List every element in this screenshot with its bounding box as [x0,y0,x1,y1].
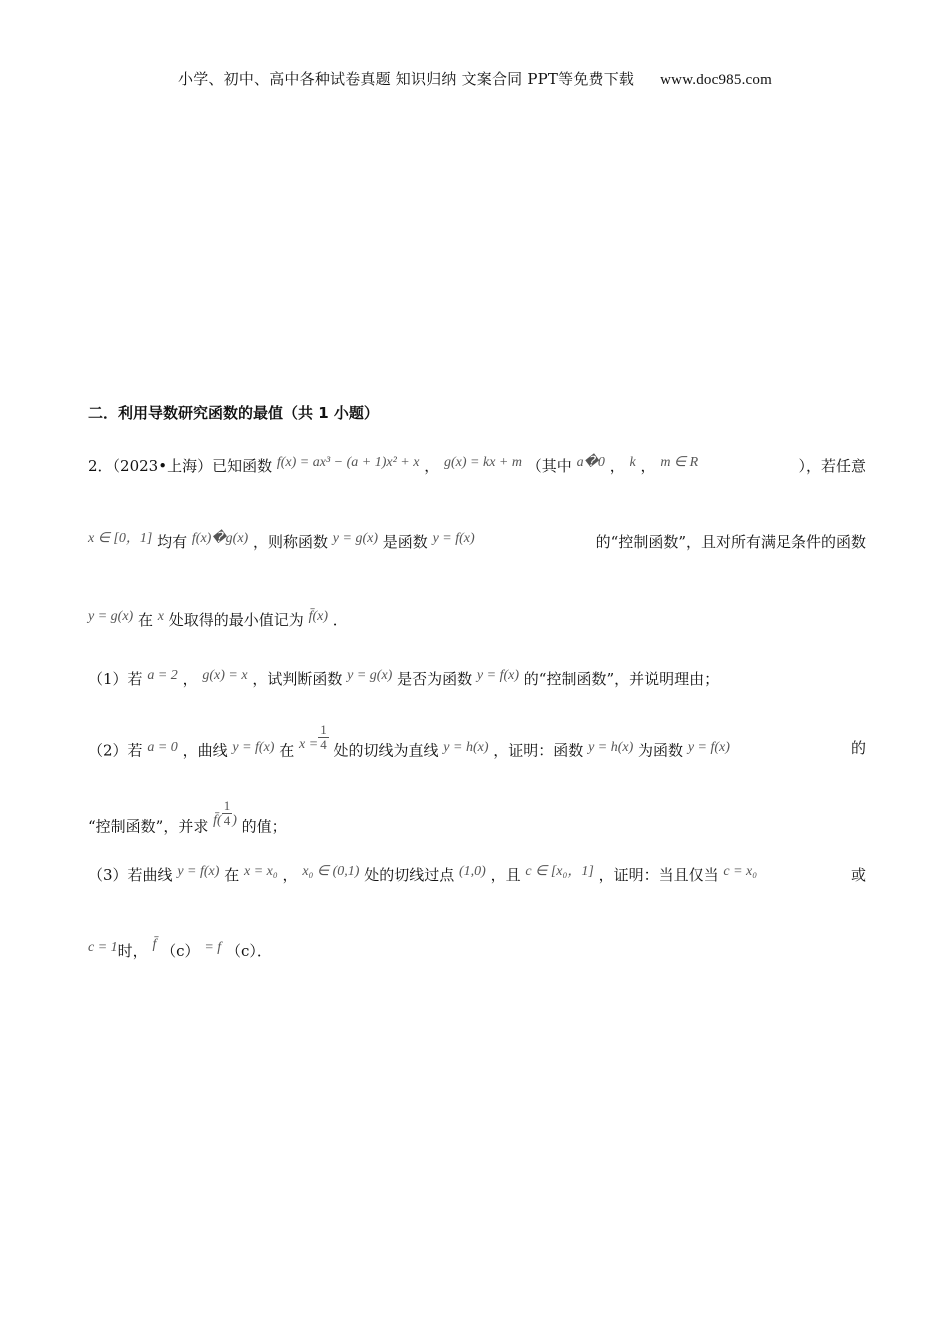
text: ， [282,866,298,884]
formula-h: y = h(x) [443,739,489,755]
problem-text [88,455,698,476]
formula-y-f: y = f(x) [177,864,220,879]
text: 或 [850,866,866,884]
text: 的值； [241,817,287,836]
text: 的 [850,739,866,757]
formula-h: y = h(x) [588,739,634,755]
text: ， [640,457,656,475]
formula-c-eq: c = x₀ [723,864,758,879]
text: ，证明：当且仅当 [598,866,719,884]
text: （c） [161,942,200,960]
text: （3）若曲线 [88,866,173,884]
formula-y-f: y = f(x) [432,531,475,546]
problem-text [88,864,757,885]
formula-fbar: f̄ [152,937,157,952]
text: 处取得的最小值记为 [168,611,304,629]
text: 为函数 [638,741,684,760]
text: 的“控制函数”，并说明理由； [523,670,720,688]
formula-f: f(x) = ax³ − (a + 1)x² + x [276,455,420,470]
text: （其中 [526,457,572,475]
problem-text [88,531,475,552]
text: （c）． [225,942,272,960]
text: ，证明：函数 [493,741,584,760]
formula-y-f: y = f(x) [232,739,275,755]
fraction [222,799,233,828]
text: 是函数 [382,533,428,551]
fraction [318,723,329,752]
part-3-continued [88,937,866,961]
formula-y-g: y = g(x) [347,668,393,683]
formula-y-g: y = g(x) [332,531,378,546]
part-2-continued [88,798,866,842]
text: 的“控制函数”，且对所有满足条件的函数 [595,533,866,551]
text: 处的切线为直线 [333,741,439,760]
formula-k: k [629,455,636,470]
part-3 [88,864,866,885]
text: ． [332,611,348,629]
formula-y-g: y = g(x) [88,609,134,624]
formula-fbar: f̄(x) [308,609,329,624]
text: ， [609,457,625,475]
text: ， [424,457,440,475]
formula-fbar: f̄( [213,812,222,828]
formula-x-eq: x = [299,736,319,752]
formula-g: g(x) = x [202,668,248,683]
formula-x0: x = x₀ [244,864,278,879]
problem-line-2 [88,531,866,552]
denominator: 4 [223,813,231,828]
part-2 [88,722,866,766]
formula-a-eq: a = 0 [147,739,178,755]
formula-g: g(x) = kx + m [444,455,522,470]
denominator: 4 [320,737,327,752]
text: ，且 [490,866,521,884]
part-1 [88,668,866,689]
page-header [0,68,950,89]
text: ，曲线 [182,741,228,760]
text: （1）若 [88,670,143,688]
formula-x0-in: x₀ ∈ (0,1) [302,864,360,879]
formula-point: (1,0) [459,864,486,879]
text: 2．（2023•上海）已知函数 [88,457,273,475]
text: 在 [224,866,240,884]
formula-y-f: y = f(x) [687,739,730,755]
header-text: 小学、初中、高中各种试卷真题 知识归纳 文案合同 PPT等免费下载 [178,70,635,88]
formula-y-f: y = f(x) [476,668,520,683]
problem-text [88,722,730,766]
text: ，试判断函数 [252,670,343,688]
text: 时， [117,942,148,960]
numerator: 1 [223,798,231,813]
formula-eq-f: = f [204,940,222,955]
section-title: 二．利用导数研究函数的最值（共 1 小题） [88,404,379,422]
text: （2）若 [88,741,143,760]
formula-a0: a�0 [576,455,605,470]
formula-domain: x ∈ [0，1] [88,531,153,546]
text: ），若任意 [798,457,866,475]
numerator: 1 [320,722,327,737]
formula-paren: ) [232,812,237,828]
formula-a-eq: a = 2 [147,668,178,683]
formula-m: m ∈ R [660,455,699,470]
problem-line-1 [88,455,866,476]
text: 处的切线过点 [364,866,455,884]
text: 是否为函数 [397,670,473,688]
text: 在 [279,741,295,760]
problem-line-3 [88,609,866,630]
header-site: www.doc985.com [660,72,772,88]
text: “控制函数”，并求 [88,817,209,836]
formula-c-in: c ∈ [x₀，1] [525,864,594,879]
text: ，则称函数 [253,533,329,551]
formula-c-eq: c = 1 [88,940,118,955]
formula-x: x [157,609,164,624]
text: 在 [137,611,153,629]
text: 均有 [157,533,188,551]
formula-ineq: f(x)�g(x) [191,531,249,546]
text: ， [182,670,198,688]
